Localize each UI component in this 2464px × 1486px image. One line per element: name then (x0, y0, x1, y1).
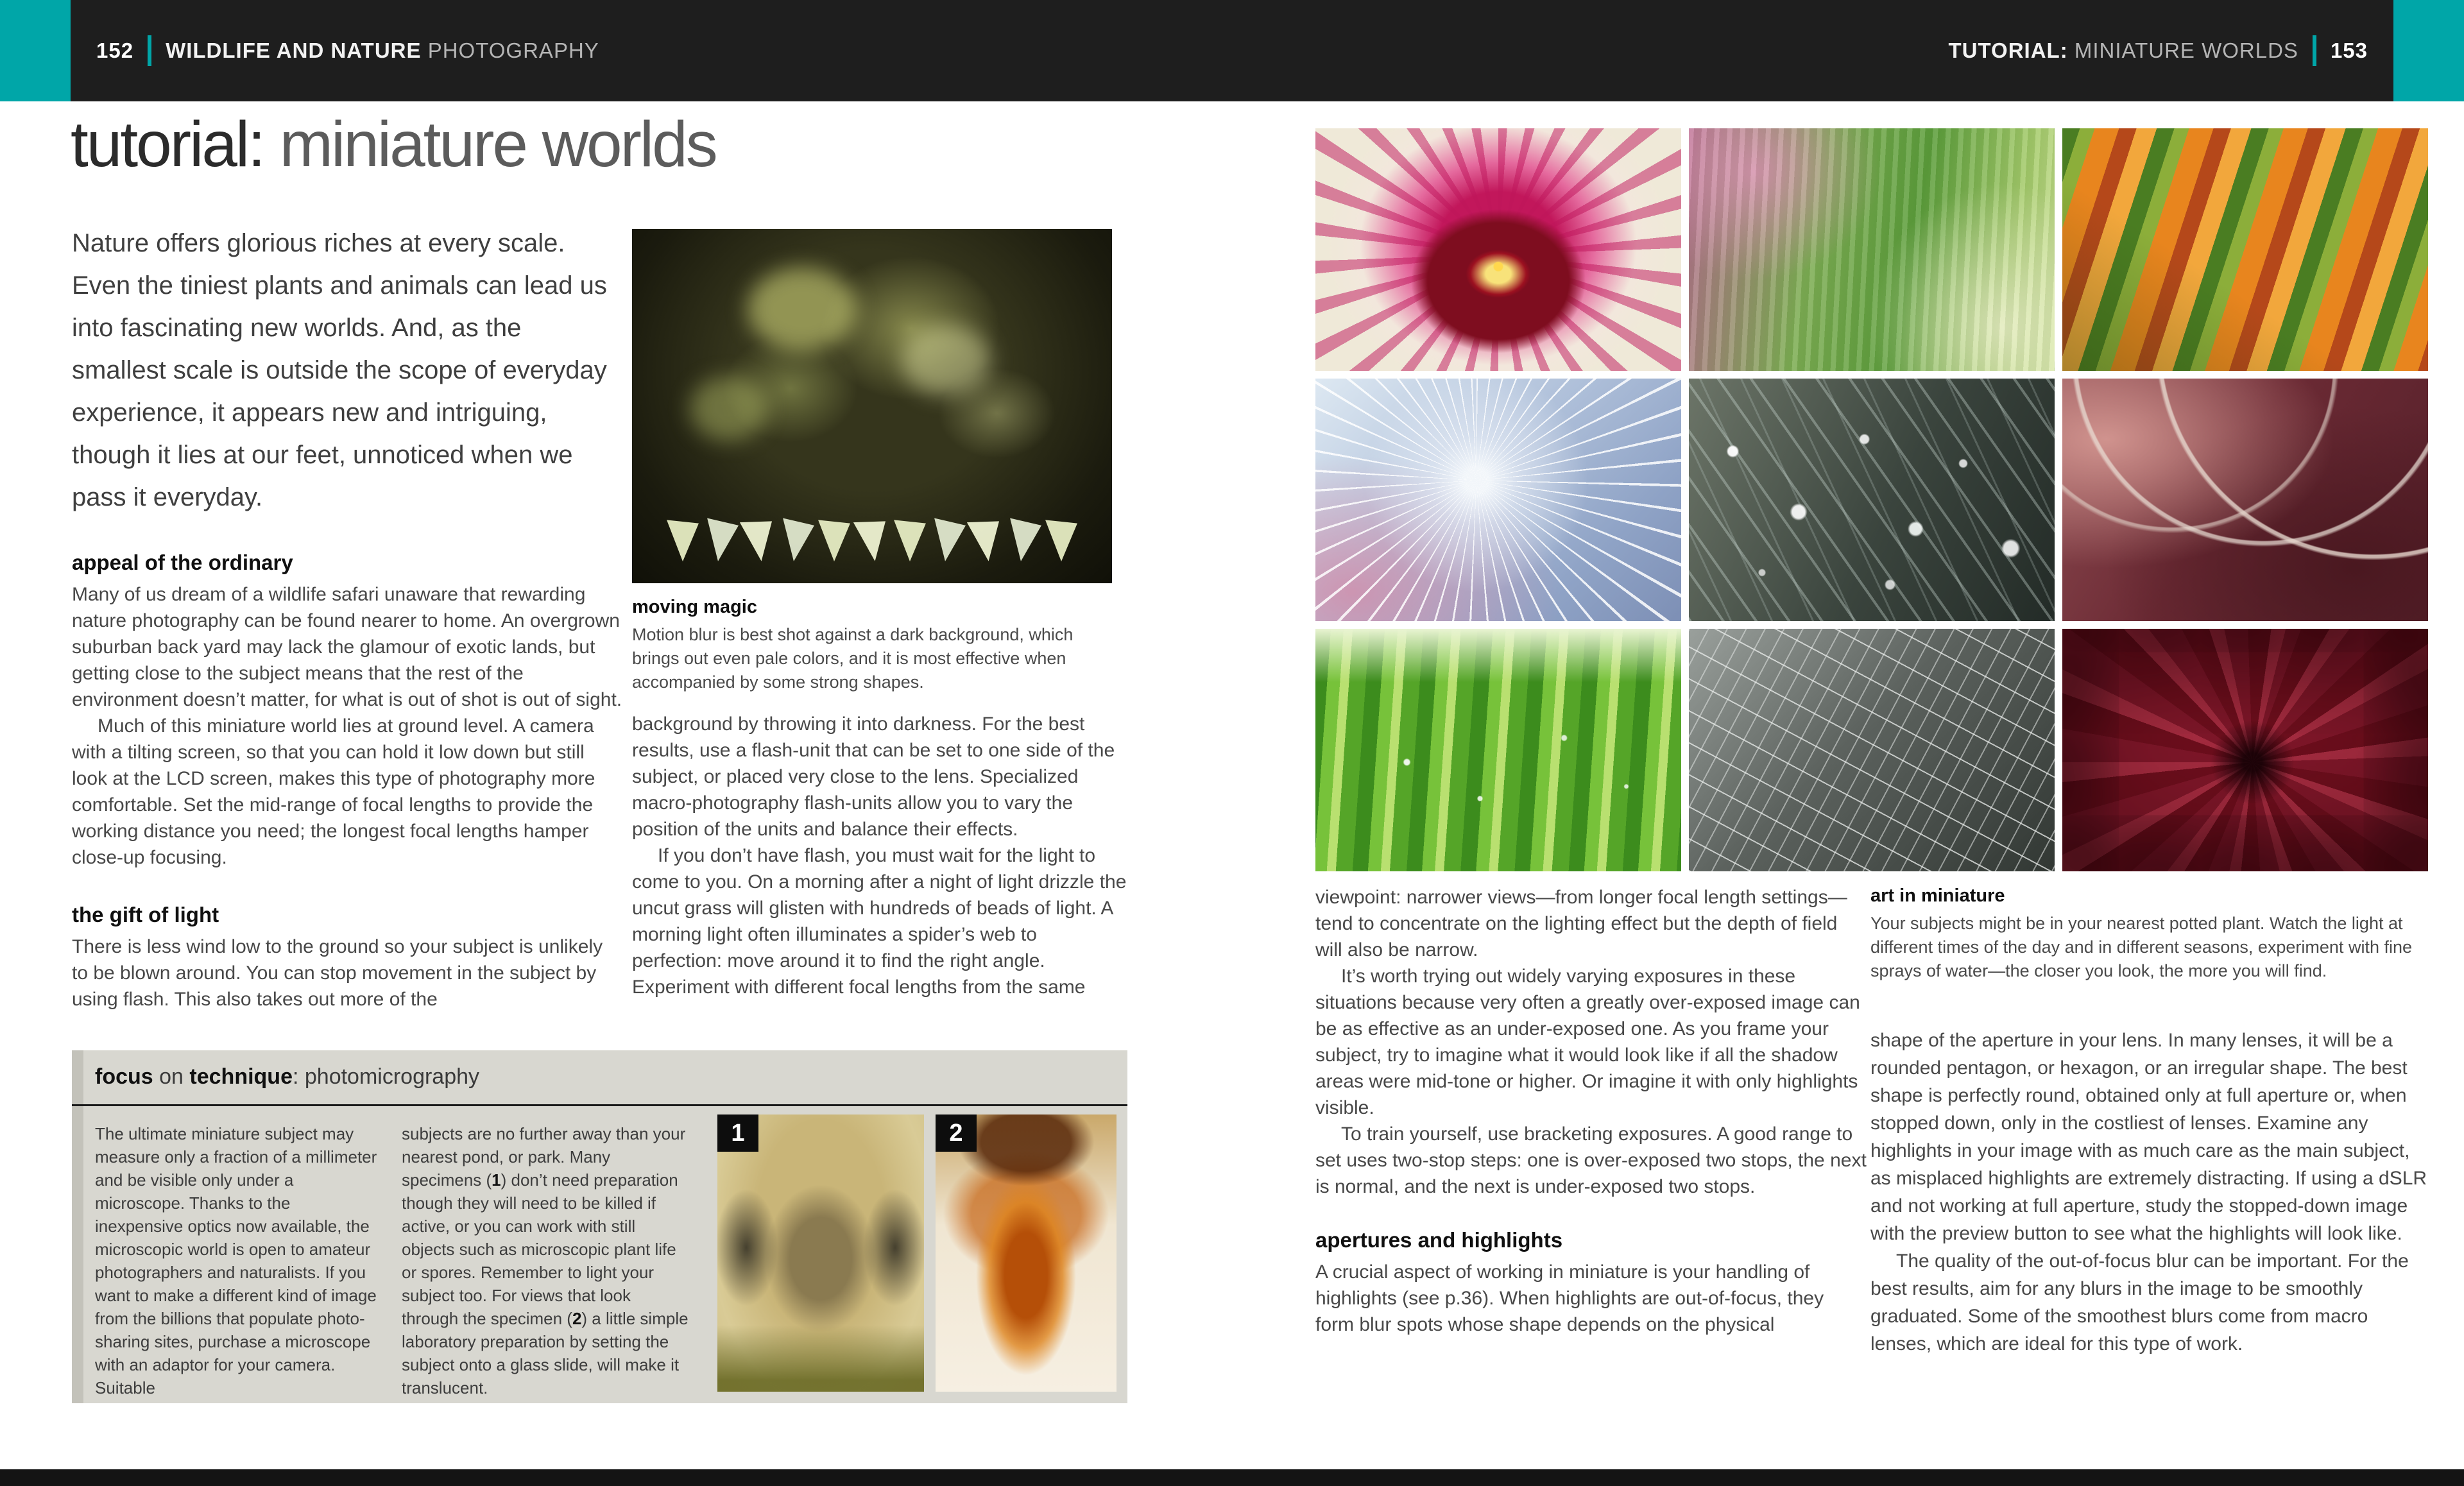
heading-appeal-of-the-ordinary: appeal of the ordinary (72, 551, 293, 574)
page-header (0, 0, 2464, 101)
caption-art-in-miniature (1870, 885, 2430, 983)
header-right-title-light: MINIATURE WORLDS (2074, 38, 2298, 62)
photo-motion-blur-butterflies (632, 229, 1112, 583)
teal-corner-right (2393, 0, 2464, 101)
header-right (1949, 35, 2368, 66)
blur-highlight (902, 325, 991, 396)
photo-spider-web (1689, 629, 2055, 871)
header-row (71, 0, 2393, 101)
page-number-left: 152 (96, 38, 134, 62)
right-page-column-1 (1315, 884, 1867, 1338)
caption-moving-magic (632, 597, 1081, 694)
butterfly-shape (666, 519, 699, 561)
photo-red-seed-heads (2062, 379, 2428, 621)
photo-label-1: 1 (717, 1114, 758, 1152)
box-rule (72, 1104, 1127, 1106)
photo-red-rose-spiral (2062, 629, 2428, 871)
viewpoint-paragraph: viewpoint: narrower views—from longer focal length settings—tend to concentrate on the lighting effect but the depth of field will also be narrow. (1315, 887, 1847, 961)
appeal-paragraph-2: Much of this miniature world lies at ground level. A camera with a tilting screen, so that you can hold it low down but still look at the LCD screen, makes this type of photography more comfortable. Set the mid-range of focal lengths to provide the working distance you need; the longest focal lengths hamper close-up focusing. (72, 715, 595, 868)
photo-label-2: 2 (936, 1114, 977, 1152)
gift-paragraph: There is less wind low to the ground so your subject is unlikely to be blown around. You can stop movement in the subject by using flash. This also takes out more of the (72, 936, 603, 1010)
box-left-edge (72, 1050, 83, 1403)
header-left-title-bold: WILDLIFE AND NATURE (166, 38, 422, 62)
blur-highlight (690, 377, 767, 441)
box-column-2 (402, 1122, 692, 1399)
butterfly-shape (893, 519, 927, 561)
box-heading (95, 1064, 1127, 1089)
intro-paragraph: Nature offers glorious riches at every scale. Even the tiniest plants and animals can lead us into fascinating new worlds. And, as the smallest scale is outside the scope of everyday experience, it appears new and intriguing, though it lies at our feet, unnoticed when we pass it everyday. (72, 229, 607, 511)
header-right-title-bold: TUTORIAL: (1948, 38, 2068, 62)
photo-grass-motion-blur (1689, 128, 2055, 371)
page-title-light: miniature worlds (263, 108, 716, 180)
caption-text: Motion blur is best shot against a dark background, which brings out even pale colors, and it is most effective when accompanied by some strong shapes. (632, 625, 1074, 692)
box-heading-technique: technique (189, 1064, 293, 1089)
box-column-1: The ultimate miniature subject may measure only a fraction of a millimeter and be visible only under a microscope. Thanks to the inexpensive optics now available, the microscopic world is open to amateur photographers and naturalists. If you want to make a different kind of image from the billions that populate photo-sharing sites, purchase a microscope with an adaptor for your camera. Suitable (95, 1124, 377, 1397)
butterfly-shape (928, 517, 967, 563)
photo-bee-head-macro (717, 1114, 924, 1392)
appeal-paragraph-1: Many of us dream of a wildlife safari unaware that rewarding nature photography can be found nearer to home. An overgrown suburban back yard may lack the glamour of exotic lands, but getting close to the subject means that the rest of the environment doesn’t matter, for what is out of shot is out of sight. (72, 584, 622, 710)
butterfly-shape (1045, 519, 1078, 561)
heading-the-gift-of-light: the gift of light (72, 903, 219, 927)
blur-highlight (748, 268, 857, 351)
header-left-title-light: PHOTOGRAPHY (427, 38, 599, 62)
teal-divider-left (148, 35, 151, 66)
page-title (71, 108, 716, 182)
teal-corner-left (0, 0, 71, 101)
right-page-column-2 (1870, 1027, 2430, 1358)
aperture-shape-paragraph: shape of the aperture in your lens. In many lenses, it will be a rounded pentagon, or hexagon, or an irregular shape. The best shape is perfectly round, obtained only at full aperture or, when stopped down, only in the costliest of lenses. Examine any highlights in your image with as much care as the main subject, as misplaced highlights are extremely distracting. If using a dSLR and not working at full aperture, study the stopped-down image with the preview button to see what the highlights will look like. (1870, 1030, 2427, 1244)
mid-paragraph-2: If you don’t have flash, you must wait for the light to come to you. On a morning after a night of light drizzle the uncut grass will glisten with hundreds of beads of light. A morning light often illuminates a spider’s web to perfection: move around it to find the right angle. Experiment with different focal lengths from the same (632, 845, 1127, 998)
box-col2-ref-1: 1 (492, 1170, 501, 1190)
mid-paragraph-1: background by throwing it into darkness. For the best results, use a flash-unit that can be set to one side of the subject, or placed very close to the lens. Specialized macro-photography flash-units allow you to vary the position of the units and balance their effects. (632, 713, 1115, 840)
butterfly-shape (701, 517, 740, 563)
photo-translucent-specimen (936, 1114, 1116, 1392)
box-heading-rest: : photomicrography (292, 1064, 480, 1089)
left-text-column (72, 222, 622, 1012)
box-col2-ref-2: 2 (572, 1309, 582, 1328)
box-col2-text: ) don’t need preparation though they will need to be killed if active, or you can work with still objects such as microscopic plant life or spores. Remember to light your subject too. For views that look through the specimen ( (402, 1170, 678, 1328)
header-left (96, 35, 599, 66)
butterfly-shape (739, 517, 778, 564)
caption-heading: moving magic (632, 597, 757, 617)
butterfly-row (645, 519, 1099, 561)
bracketing-paragraph: To train yourself, use bracketing exposures. A good range to set uses two-stop steps: one is over-exposed two stops, the next is normal, and the next is under-exposed two stops. (1315, 1123, 1867, 1197)
photo-dew-bokeh-stems (1689, 379, 2055, 621)
box-heading-on: on (153, 1064, 190, 1089)
butterfly-shape (853, 517, 892, 564)
photo-dewy-green-grass (1315, 629, 1681, 871)
blur-quality-paragraph: The quality of the out-of-focus blur can be important. For the best results, aim for any blurs in the image to be smoothly graduated. Some of the smoothest blurs come from macro lenses, which are ideal for this type of work. (1870, 1251, 2409, 1354)
page-title-bold: tutorial: (71, 108, 264, 180)
teal-divider-right (2313, 35, 2316, 66)
exposures-paragraph: It’s worth trying out widely varying exposures in these situations because very often a greatly over-exposed image can be as effective as an under-exposed one. As you frame your subject, try to imagine what it would look like if all the shadow areas were mid-tone or higher. Or imagine it with only highlights visible. (1315, 966, 1860, 1118)
box-col2-text: subjects are no further away than your nearest pond, or park. Many specimens ( (402, 1124, 686, 1190)
butterfly-shape (966, 517, 1005, 564)
photo-grid (1315, 128, 2428, 871)
butterfly-shape (1004, 517, 1043, 563)
box-col2-text: ) a little simple laboratory preparation by setting the subject onto a glass slide, will make it translucent. (402, 1309, 689, 1397)
photo-dandelion-seedhead (1315, 379, 1681, 621)
caption-heading: art in miniature (1870, 885, 2005, 906)
photo-orange-grass-blades (2062, 128, 2428, 371)
heading-apertures-and-highlights: apertures and highlights (1315, 1228, 1563, 1252)
caption-text: Your subjects might be in your nearest potted plant. Watch the light at different times of the day and in different seasons, experiment with fine sprays of water—the closer you look, the more you will find. (1870, 914, 2412, 980)
photo-orchid-close-up (1315, 128, 1681, 371)
box-heading-focus: focus (95, 1064, 153, 1089)
focus-on-technique-box (72, 1050, 1127, 1403)
butterfly-shape (817, 519, 851, 561)
bottom-bar (0, 1469, 2464, 1486)
apertures-paragraph: A crucial aspect of working in miniature is your handling of highlights (see p.36). When highlights are out-of-focus, they form blur spots whose shape depends on the physical (1315, 1261, 1824, 1335)
middle-text-column (632, 711, 1131, 1000)
page-number-right: 153 (2330, 38, 2368, 62)
butterfly-shape (777, 517, 816, 563)
